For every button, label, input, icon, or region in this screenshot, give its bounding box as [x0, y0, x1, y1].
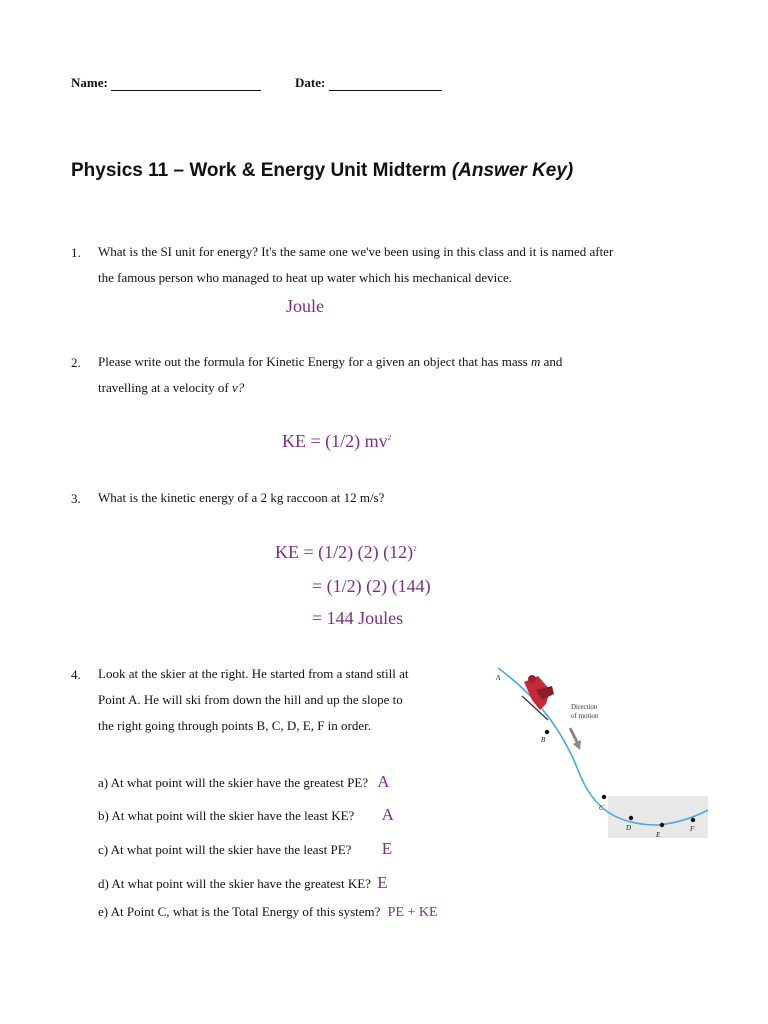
skier-figure — [488, 660, 710, 840]
direction-label-line-1: Direction — [571, 703, 598, 711]
point-d-label: D — [626, 824, 632, 832]
question-2-text — [98, 349, 718, 401]
question-4-number: 4. — [71, 667, 81, 682]
point-e-dot — [660, 823, 664, 827]
title-suffix: (Answer Key) — [451, 160, 574, 181]
skier-icon — [522, 675, 554, 720]
date-field — [295, 75, 442, 91]
point-b-label: B — [541, 736, 546, 744]
sub-question-e-text: e) At Point C, what is the Total Energy of this system? — [98, 904, 381, 919]
answer-step-1: KE = (1/2) (2) (12) — [275, 542, 414, 562]
point-a-label: A — [496, 674, 501, 682]
question-4-line-1: Look at the skier at the right. He started from a stand still at — [98, 666, 409, 681]
direction-label-line-2: of motion — [571, 712, 599, 720]
question-4-line-3: the right going through points B, C, D, E, F in order. — [98, 718, 371, 733]
question-2-line-1 — [98, 349, 718, 375]
question-2-line-1-text: Please write out the formula for Kinetic Energy for a given an object that has mass — [98, 354, 531, 369]
sub-question-c — [98, 839, 392, 859]
question-3-answer-line-3: = 144 Joules — [312, 608, 404, 628]
sub-answer-a: A — [377, 772, 390, 791]
name-field — [71, 75, 261, 91]
question-3-answer-line-1 — [275, 542, 417, 563]
point-c-dot — [602, 795, 606, 799]
date-blank — [329, 76, 442, 91]
question-2-answer — [282, 431, 391, 452]
sub-question-c-text: c) At what point will the skier have the least PE? — [98, 842, 352, 857]
velocity-variable: v? — [231, 380, 245, 395]
question-1-number: 1. — [71, 245, 81, 260]
sub-question-b — [98, 805, 394, 825]
question-1-line-2: the famous person who managed to heat up water which his mechanical device. — [98, 270, 513, 285]
sub-answer-c: E — [381, 839, 393, 858]
question-2-line-2 — [98, 375, 718, 401]
sub-question-d — [98, 873, 388, 893]
question-4-text — [98, 661, 468, 739]
point-f-label: F — [690, 825, 695, 833]
sub-question-e — [98, 904, 438, 921]
title-main: Physics 11 – Work & Energy Unit Midterm — [71, 160, 447, 181]
point-e-label: E — [656, 831, 661, 839]
name-blank — [111, 76, 261, 91]
point-c-label: C — [599, 804, 604, 812]
question-1-line-1: What is the SI unit for energy? It's the same one we've been using in this class and it is named after — [98, 244, 614, 259]
sub-question-a — [98, 772, 390, 792]
mass-variable: m — [530, 354, 541, 369]
question-2-number: 2. — [71, 355, 81, 370]
question-1-answer: Joule — [286, 296, 324, 316]
ke-formula: KE = (1/2) mv — [282, 431, 388, 451]
question-2-line-1-end: and — [540, 354, 563, 369]
page-title — [71, 160, 573, 182]
question-3-answer-line-2: = (1/2) (2) (144) — [312, 576, 431, 596]
sub-answer-d: E — [377, 873, 388, 892]
point-b-dot — [545, 730, 549, 734]
sub-question-a-text: a) At what point will the skier have the greatest PE? — [98, 775, 369, 790]
date-label: Date: — [295, 75, 326, 90]
question-4-line-2: Point A. He will ski from down the hill and up the slope to — [98, 692, 403, 707]
question-2-line-2-text: travelling at a velocity of — [98, 380, 232, 395]
question-3-number: 3. — [71, 491, 81, 506]
answer-step-1-exponent: 2 — [413, 545, 417, 553]
ke-formula-exponent: 2 — [387, 434, 392, 442]
question-3-text: What is the kinetic energy of a 2 kg raccoon at 12 m/s? — [98, 490, 385, 505]
direction-arrow-icon — [570, 728, 581, 750]
sub-question-b-text: b) At what point will the skier have the least KE? — [98, 808, 355, 823]
point-d-dot — [629, 816, 633, 820]
question-1-text — [98, 239, 718, 291]
sub-answer-b: A — [381, 805, 394, 824]
sub-answer-e: PE + KE — [387, 905, 438, 920]
sub-question-d-text: d) At what point will the skier have the greatest KE? — [98, 876, 371, 891]
name-label: Name: — [71, 75, 108, 90]
point-f-dot — [691, 818, 695, 822]
